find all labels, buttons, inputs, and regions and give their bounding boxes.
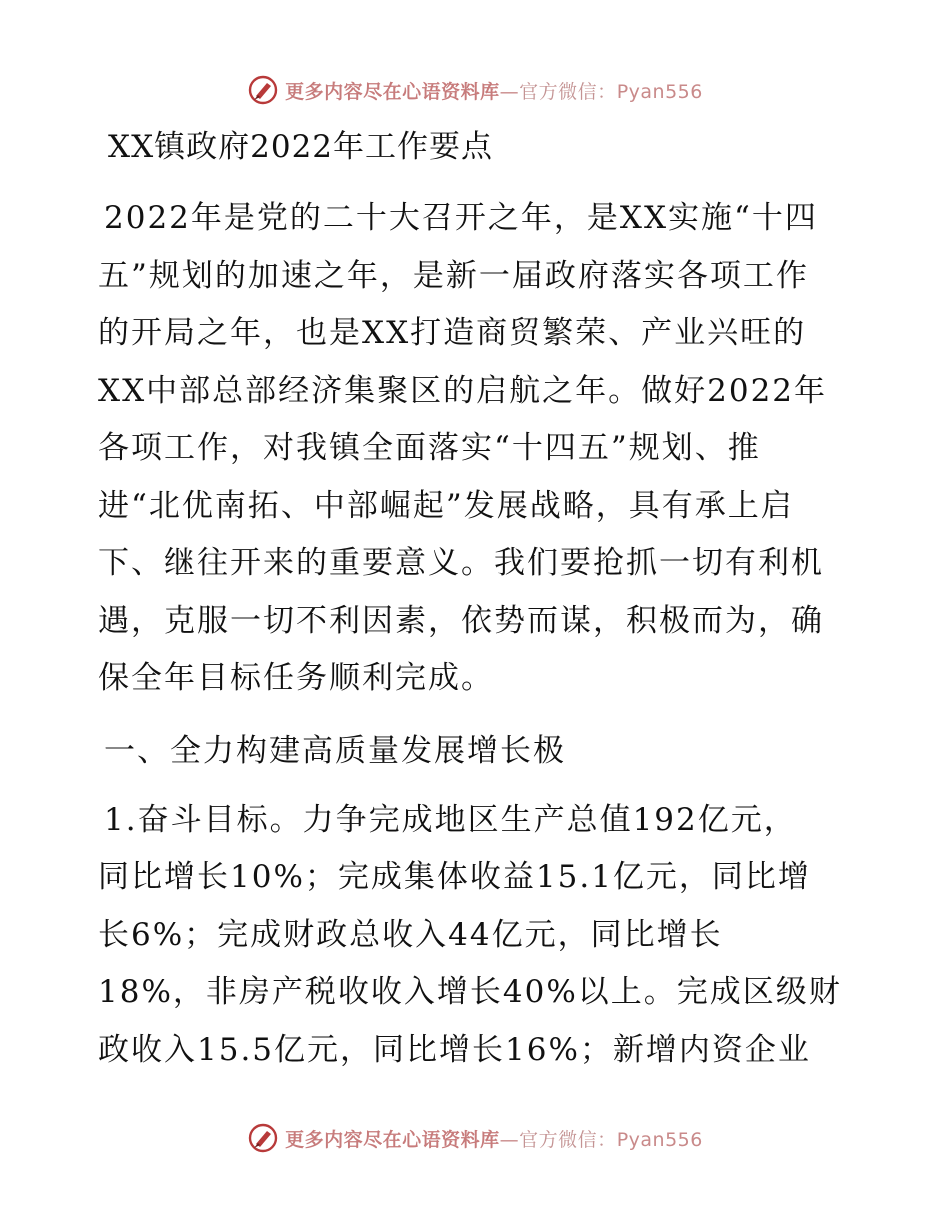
intro-line: XX中部总部经济集聚区的启航之年。做好2022年 (98, 372, 828, 409)
watermark-contact-label: 官方微信： (519, 1128, 617, 1151)
item-line: 政收入15.5亿元，同比增长16%；新增内资企业 (98, 1031, 811, 1068)
item-line: 长6%；完成财政总收入44亿元，同比增长 (98, 916, 723, 953)
watermark-wechat-id: Pyan556 (616, 1128, 703, 1151)
intro-line: 进“北优南拓、中部崛起”发展战略，具有承上启 (98, 487, 794, 524)
intro-line: 保全年目标任务顺利完成。 (98, 660, 494, 696)
intro-line: 各项工作，对我镇全面落实“十四五”规划、推 (98, 430, 761, 466)
intro-line: 的开局之年，也是XX打造商贸繁荣、产业兴旺的 (98, 315, 807, 351)
item-line: 18%，非房产税收收入增长40%以上。完成区级财 (98, 974, 842, 1010)
item-line: 同比增长10%；完成集体收益15.1亿元，同比增 (98, 859, 811, 895)
header-watermark (0, 70, 950, 110)
intro-line: 遇，克服一切不利因素，依势而谋，积极而为，确 (98, 602, 824, 639)
watermark-brand: 更多内容尽在心语资料库 (285, 80, 500, 103)
document-title: XX镇政府2022年工作要点 (108, 129, 494, 165)
watermark-text (285, 77, 703, 104)
intro-paragraph (98, 190, 858, 708)
intro-line: 五”规划的加速之年，是新一届政府落实各项工作 (98, 257, 809, 294)
watermark-dash: — (499, 1128, 520, 1151)
brand-logo-icon (247, 74, 279, 106)
section-heading: 一、全力构建高质量发展增长极 (104, 732, 566, 769)
document-body (98, 122, 858, 1079)
item-line: 1.奋斗目标。力争完成地区生产总值192亿元， (104, 801, 797, 838)
footer-watermark (0, 1118, 950, 1158)
watermark-contact-label: 官方微信： (519, 80, 617, 103)
intro-line: 下、继往开来的重要意义。我们要抢抓一切有利机 (98, 545, 824, 581)
watermark-brand: 更多内容尽在心语资料库 (285, 1128, 500, 1151)
watermark-text (285, 1125, 703, 1152)
brand-logo-icon (247, 1122, 279, 1154)
watermark-dash: — (499, 80, 520, 103)
item-paragraph (98, 792, 858, 1080)
watermark-wechat-id: Pyan556 (616, 80, 703, 103)
intro-line: 2022年是党的二十大召开之年，是XX实施“十四 (104, 200, 818, 236)
